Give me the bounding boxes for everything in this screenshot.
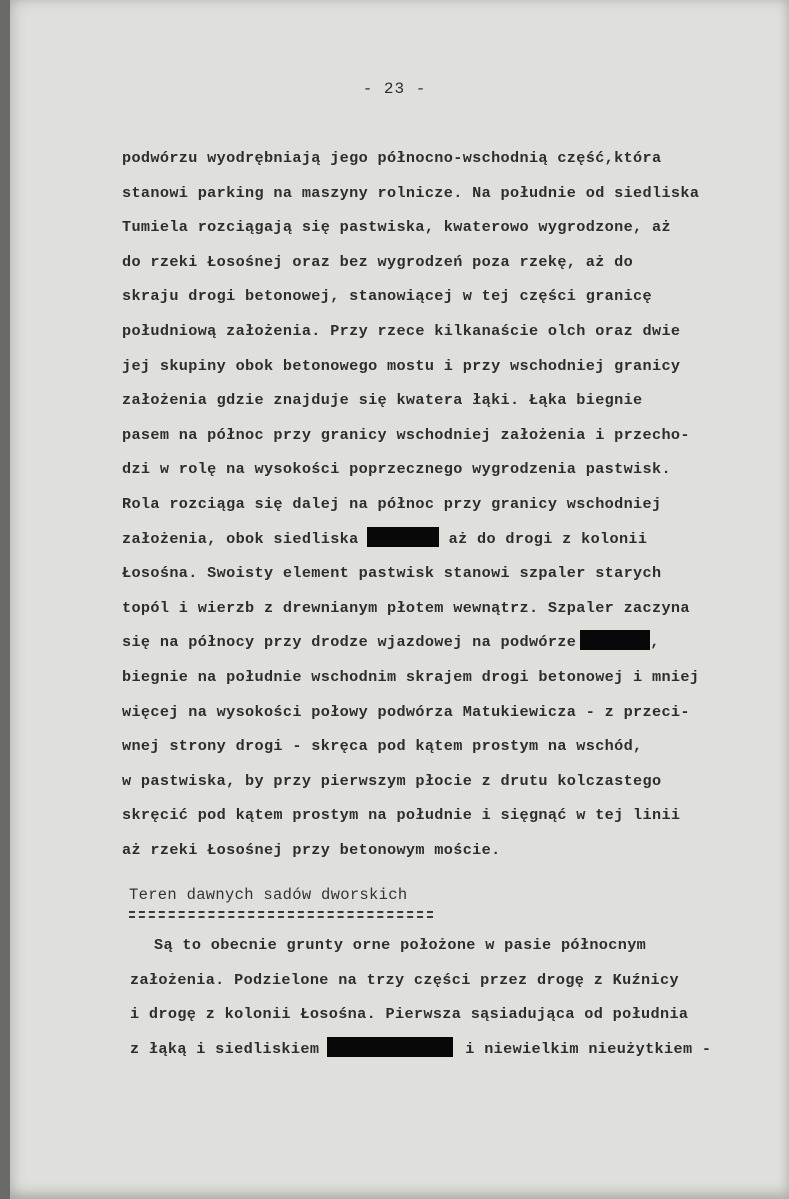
text-line: Są to obecnie grunty orne położone w pasie północnym bbox=[154, 936, 647, 954]
text-fragment: z łąką i siedliskiem bbox=[130, 1039, 320, 1058]
text-fragment: , bbox=[650, 633, 660, 652]
heading-underline bbox=[129, 911, 433, 918]
text-line: więcej na wysokości połowy podwórza Matukiewicza - z przeci- bbox=[122, 702, 690, 721]
text-line: wnej strony drogi - skręca pod kątem prostym na wschód, bbox=[122, 737, 643, 756]
text-line: biegnie na południe wschodnim skrajem drogi betonowej i mniej bbox=[122, 667, 700, 686]
text-line: topól i wierzb z drewnianym płotem wewnątrz. Szpaler zaczyna bbox=[122, 598, 690, 617]
text-line: założenia. Podzielone na trzy części przez drogę z Kuźnicy bbox=[130, 970, 679, 989]
text-line: dzi w rolę na wysokości poprzecznego wygrodzenia pastwisk. bbox=[122, 460, 671, 479]
section-heading: Teren dawnych sadów dworskich bbox=[129, 886, 408, 904]
redaction-bar bbox=[367, 527, 439, 547]
text-line: południową założenia. Przy rzece kilkanaście olch oraz dwie bbox=[122, 321, 681, 340]
text-line: pasem na północ przy granicy wschodniej założenia i przecho- bbox=[122, 425, 690, 444]
redaction-bar bbox=[327, 1037, 453, 1057]
text-line-redacted bbox=[122, 625, 762, 660]
text-line: założenia gdzie znajduje się kwatera łąki. Łąka biegnie bbox=[122, 391, 643, 410]
text-line: aż rzeki Łosośnej przy betonowym moście. bbox=[122, 840, 501, 859]
text-fragment: założenia, obok siedliska bbox=[122, 529, 359, 548]
scan-edge bbox=[0, 0, 10, 1199]
text-line-redacted bbox=[130, 1032, 770, 1067]
page-number: - 23 - bbox=[362, 80, 427, 98]
text-line: skraju drogi betonowej, stanowiącej w tej części granicę bbox=[122, 287, 652, 306]
text-fragment: i niewielkim nieużytkiem - bbox=[465, 1039, 712, 1058]
paragraph-orchards-description bbox=[130, 928, 770, 1066]
text-fragment: się na północy przy drodze wjazdowej na podwórze bbox=[122, 633, 577, 652]
text-line: Tumiela rozciągają się pastwiska, kwaterowo wygrodzone, aż bbox=[122, 218, 671, 237]
text-line: w pastwiska, by przy pierwszym płocie z drutu kolczastego bbox=[122, 771, 662, 790]
paragraph-pasture-description bbox=[122, 141, 762, 867]
text-line: i drogę z kolonii Łosośna. Pierwsza sąsiadująca od południa bbox=[130, 1005, 689, 1024]
text-line: Rola rozciąga się dalej na północ przy granicy wschodniej bbox=[122, 494, 662, 513]
text-line-redacted bbox=[122, 522, 762, 557]
text-fragment: aż do drogi z kolonii bbox=[448, 529, 648, 548]
text-line: stanowi parking na maszyny rolnicze. Na południe od siedliska bbox=[122, 183, 700, 202]
text-line: do rzeki Łosośnej oraz bez wygrodzeń poza rzekę, aż do bbox=[122, 252, 634, 271]
text-line: Łosośna. Swoisty element pastwisk stanowi szpaler starych bbox=[122, 564, 662, 583]
redaction-bar bbox=[580, 630, 650, 650]
text-line: jej skupiny obok betonowego mostu i przy wschodniej granicy bbox=[122, 356, 681, 375]
text-line: podwórzu wyodrębniają jego północno-wschodnią część,która bbox=[122, 149, 662, 167]
text-line: skręcić pod kątem prostym na południe i sięgnąć w tej linii bbox=[122, 806, 681, 825]
